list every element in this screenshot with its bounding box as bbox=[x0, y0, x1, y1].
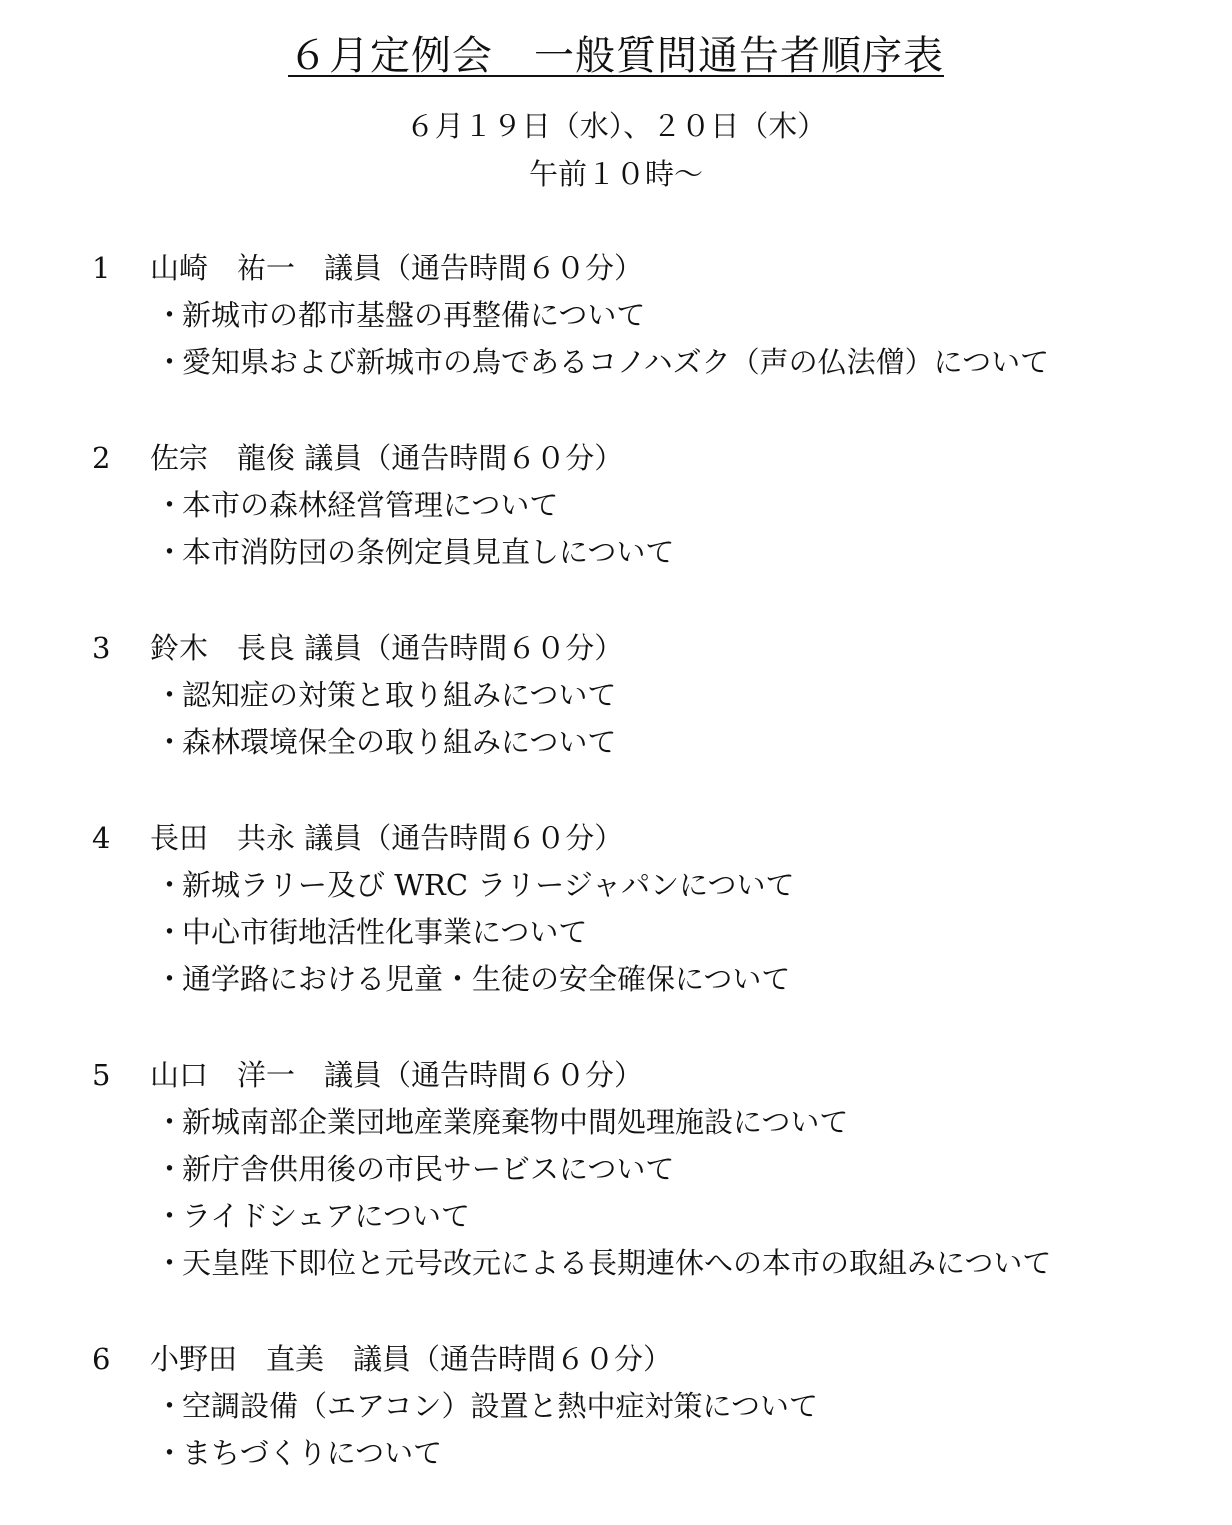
speaker-entry bbox=[0, 1335, 1232, 1477]
speaker-header bbox=[0, 1051, 1232, 1099]
session-start-time: 午前１０時～ bbox=[528, 157, 703, 191]
speaker-order-number: 4 bbox=[92, 821, 111, 855]
question-topic-list bbox=[0, 482, 1232, 576]
bullet-mark: ・ bbox=[155, 1436, 185, 1470]
topic-text: 空調設備（エアコン）設置と熱中症対策について bbox=[182, 1389, 818, 1423]
question-topic bbox=[0, 719, 1232, 766]
question-topic bbox=[0, 1146, 1232, 1193]
bullet-mark: ・ bbox=[155, 678, 185, 712]
bullet-mark: ・ bbox=[155, 962, 185, 996]
question-topic bbox=[0, 1193, 1232, 1240]
speaker-order-number: 6 bbox=[92, 1342, 111, 1376]
topic-text: 通学路における児童・生徒の安全確保について bbox=[182, 962, 791, 996]
speaker-header bbox=[0, 434, 1232, 482]
bullet-mark: ・ bbox=[155, 298, 185, 332]
session-dates: ６月１９日（水）、２０日（木） bbox=[405, 109, 827, 143]
speaker-entry bbox=[0, 1051, 1232, 1287]
speaker-name-line: 山崎 祐一 議員（通告時間６０分） bbox=[150, 251, 644, 285]
topic-text: 新城市の都市基盤の再整備について bbox=[182, 298, 646, 332]
question-topic-list bbox=[0, 1099, 1232, 1287]
speaker-list bbox=[0, 244, 1232, 1525]
question-topic bbox=[0, 956, 1232, 1003]
bullet-mark: ・ bbox=[155, 345, 185, 379]
speaker-name-line: 佐宗 龍俊 議員（通告時間６０分） bbox=[150, 441, 624, 475]
bullet-mark: ・ bbox=[155, 535, 185, 569]
topic-text: 中心市街地活性化事業について bbox=[182, 915, 588, 949]
topic-text: 新城ラリー及び WRC ラリージャパンについて bbox=[182, 868, 795, 902]
bullet-mark: ・ bbox=[155, 915, 185, 949]
question-topic bbox=[0, 292, 1232, 339]
question-topic bbox=[0, 1430, 1232, 1477]
speaker-name-line: 長田 共永 議員（通告時間６０分） bbox=[150, 821, 624, 855]
speaker-name-line: 鈴木 長良 議員（通告時間６０分） bbox=[150, 631, 624, 665]
question-topic bbox=[0, 672, 1232, 719]
question-topic bbox=[0, 529, 1232, 576]
question-topic bbox=[0, 1099, 1232, 1146]
bullet-mark: ・ bbox=[155, 1152, 185, 1186]
question-topic bbox=[0, 482, 1232, 529]
topic-text: 天皇陛下即位と元号改元による長期連休への本市の取組みについて bbox=[182, 1246, 1052, 1280]
speaker-entry bbox=[0, 814, 1232, 1003]
topic-text: ライドシェアについて bbox=[182, 1199, 470, 1233]
question-topic bbox=[0, 1383, 1232, 1430]
document-title-text: ６月定例会 一般質問通告者順序表 bbox=[288, 33, 944, 79]
speaker-header bbox=[0, 624, 1232, 672]
question-topic-list bbox=[0, 862, 1232, 1003]
question-topic-list bbox=[0, 292, 1232, 386]
topic-text: 本市の森林経営管理について bbox=[182, 488, 559, 522]
speaker-name-line: 山口 洋一 議員（通告時間６０分） bbox=[150, 1058, 644, 1092]
bullet-mark: ・ bbox=[155, 725, 185, 759]
speaker-entry bbox=[0, 244, 1232, 386]
bullet-mark: ・ bbox=[155, 488, 185, 522]
speaker-name-line: 小野田 直美 議員（通告時間６０分） bbox=[150, 1342, 673, 1376]
topic-text: 愛知県および新城市の鳥であるコノハズク（声の仏法僧）について bbox=[182, 345, 1050, 379]
topic-text: 森林環境保全の取り組みについて bbox=[182, 725, 617, 759]
question-topic bbox=[0, 862, 1232, 909]
question-topic bbox=[0, 1240, 1232, 1287]
question-topic bbox=[0, 339, 1232, 386]
bullet-mark: ・ bbox=[155, 868, 185, 902]
speaker-order-number: 5 bbox=[92, 1058, 111, 1092]
topic-text: 新城南部企業団地産業廃棄物中間処理施設について bbox=[182, 1105, 849, 1139]
bullet-mark: ・ bbox=[155, 1246, 185, 1280]
speaker-entry bbox=[0, 624, 1232, 766]
topic-text: 認知症の対策と取り組みについて bbox=[182, 678, 617, 712]
speaker-entry bbox=[0, 434, 1232, 576]
topic-text: 新庁舎供用後の市民サービスについて bbox=[182, 1152, 675, 1186]
bullet-mark: ・ bbox=[155, 1105, 185, 1139]
speaker-header bbox=[0, 1335, 1232, 1383]
speaker-order-number: 3 bbox=[92, 631, 111, 665]
speaker-header bbox=[0, 244, 1232, 292]
bullet-mark: ・ bbox=[155, 1199, 185, 1233]
topic-text: まちづくりについて bbox=[182, 1436, 443, 1470]
question-topic-list bbox=[0, 672, 1232, 766]
speaker-order-number: 1 bbox=[92, 251, 111, 285]
question-topic-list bbox=[0, 1383, 1232, 1477]
topic-text: 本市消防団の条例定員見直しについて bbox=[182, 535, 675, 569]
speaker-order-number: 2 bbox=[92, 441, 111, 475]
bullet-mark: ・ bbox=[155, 1389, 185, 1423]
question-topic bbox=[0, 909, 1232, 956]
speaker-header bbox=[0, 814, 1232, 862]
document-title bbox=[0, 28, 1232, 84]
